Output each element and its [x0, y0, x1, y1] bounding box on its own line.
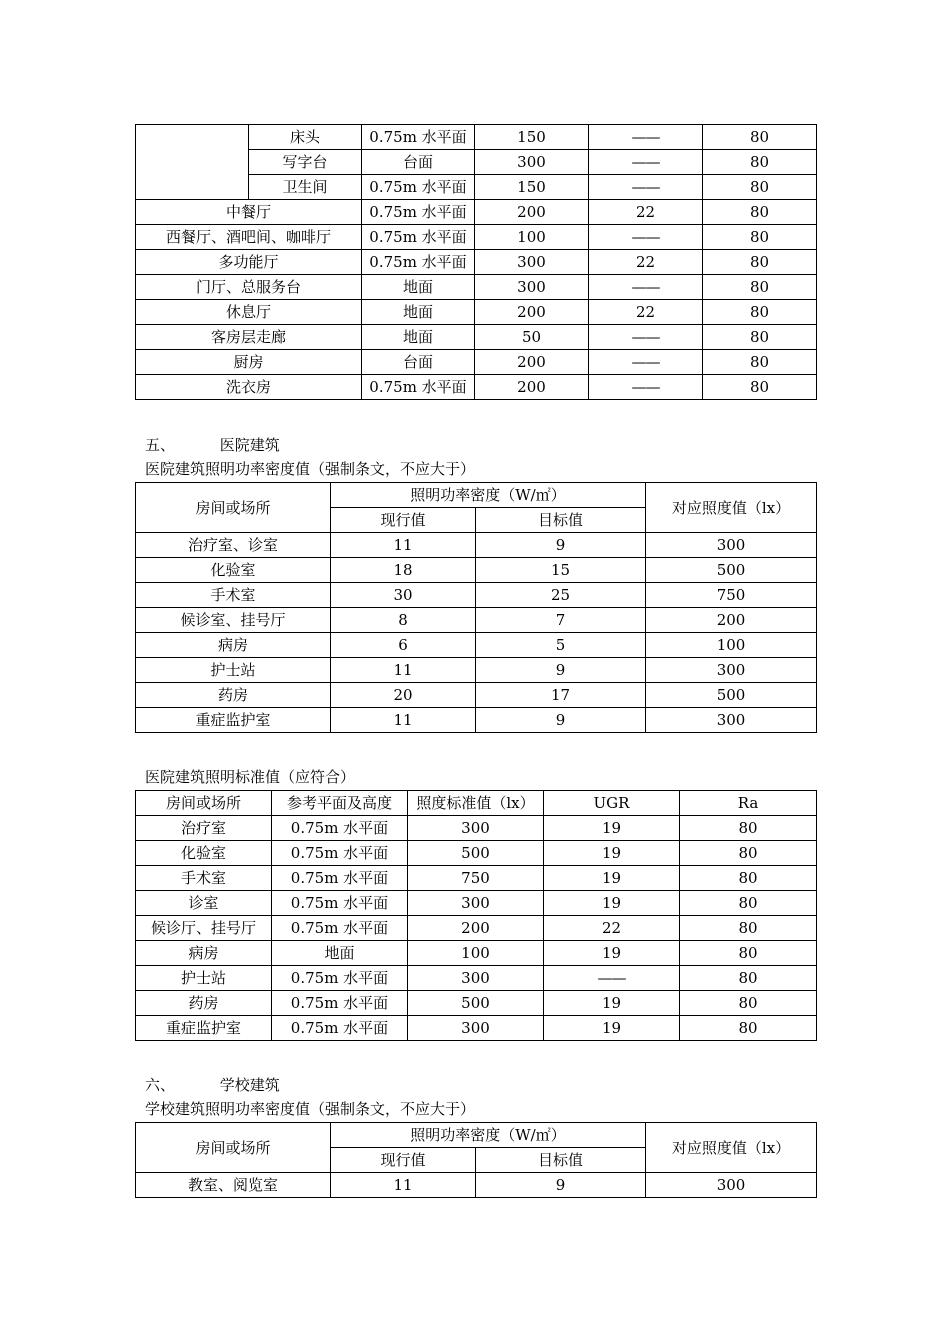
- table-cell: 对应照度值（lx）: [646, 1123, 817, 1173]
- table-row: [136, 350, 817, 375]
- table-cell: 11: [331, 658, 476, 683]
- table-cell: 11: [331, 1173, 476, 1198]
- table-cell: 8: [331, 608, 476, 633]
- table-cell: 22: [589, 200, 703, 225]
- table-row: [136, 991, 817, 1016]
- table-cell: 80: [703, 200, 817, 225]
- table-cell: 80: [680, 991, 817, 1016]
- table-cell: 200: [408, 916, 544, 941]
- table-cell: 照度标准值（lx）: [408, 791, 544, 816]
- table-row: [136, 1016, 817, 1041]
- table-cell: 门厅、总服务台: [136, 275, 362, 300]
- table-cell: 0.75m 水平面: [272, 866, 408, 891]
- table-cell: 休息厅: [136, 300, 362, 325]
- section-heading-school: [145, 1074, 280, 1095]
- table-cell: 0.75m 水平面: [272, 1016, 408, 1041]
- table-row: [136, 325, 817, 350]
- table-row: [136, 583, 817, 608]
- hospital-power-caption: 医院建筑照明功率密度值（强制条文，不应大于）: [145, 460, 476, 478]
- table-row: [136, 300, 817, 325]
- table-cell: 300: [408, 891, 544, 916]
- table-row: [136, 225, 817, 250]
- table-cell: 80: [680, 841, 817, 866]
- table-cell: 0.75m 水平面: [272, 891, 408, 916]
- section-title: 学校建筑: [219, 1076, 280, 1094]
- table-cell: 现行值: [331, 1148, 476, 1173]
- table-cell: 地面: [362, 275, 475, 300]
- table-row: [136, 966, 817, 991]
- table-cell: 19: [544, 991, 680, 1016]
- table-header-row: [136, 791, 817, 816]
- table-row: [136, 633, 817, 658]
- table-cell: 80: [703, 225, 817, 250]
- table-cell: 500: [408, 991, 544, 1016]
- table-cell: 护士站: [136, 966, 272, 991]
- table-cell: 80: [680, 1016, 817, 1041]
- table-cell: 现行值: [331, 508, 476, 533]
- table-cell: 80: [680, 941, 817, 966]
- table-cell: 19: [544, 891, 680, 916]
- table-cell: 80: [703, 175, 817, 200]
- table-cell: ——: [544, 966, 680, 991]
- hospital-power-density-table: [135, 482, 817, 733]
- table-cell: 西餐厅、酒吧间、咖啡厅: [136, 225, 362, 250]
- table-cell: 200: [475, 375, 589, 400]
- table-cell: 19: [544, 941, 680, 966]
- table-cell: 手术室: [136, 583, 331, 608]
- table-cell: 80: [703, 350, 817, 375]
- table-row: [136, 1173, 817, 1198]
- table-cell: 治疗室、诊室: [136, 533, 331, 558]
- table-cell: 150: [475, 125, 589, 150]
- table-cell: ——: [589, 350, 703, 375]
- table-cell: 100: [646, 633, 817, 658]
- table-cell: 100: [408, 941, 544, 966]
- table-row: [136, 250, 817, 275]
- table-cell: Ra: [680, 791, 817, 816]
- table-cell: 80: [703, 125, 817, 150]
- table-cell: 客房层走廊: [136, 325, 362, 350]
- table-row: [136, 375, 817, 400]
- table-cell: 80: [680, 916, 817, 941]
- table-cell: 22: [544, 916, 680, 941]
- table-cell: 0.75m 水平面: [362, 250, 475, 275]
- table-cell: UGR: [544, 791, 680, 816]
- table-cell: 80: [703, 250, 817, 275]
- table-cell: 11: [331, 708, 476, 733]
- table-cell: 地面: [272, 941, 408, 966]
- table-cell: ——: [589, 150, 703, 175]
- table-cell: 写字台: [249, 150, 362, 175]
- table-cell: 25: [476, 583, 646, 608]
- table-cell: 18: [331, 558, 476, 583]
- table-cell: 80: [703, 325, 817, 350]
- table-cell: 重症监护室: [136, 1016, 272, 1041]
- table-cell: 300: [646, 708, 817, 733]
- hotel-lighting-table: [135, 124, 817, 400]
- table-cell: 参考平面及高度: [272, 791, 408, 816]
- table-cell: 80: [680, 891, 817, 916]
- table-cell: 多功能厅: [136, 250, 362, 275]
- table-cell: 20: [331, 683, 476, 708]
- table-cell: 教室、阅览室: [136, 1173, 331, 1198]
- table-cell: 重症监护室: [136, 708, 331, 733]
- table-header-row: [136, 483, 817, 508]
- table-cell: 地面: [362, 300, 475, 325]
- table-row: [136, 533, 817, 558]
- table-cell: 500: [646, 558, 817, 583]
- table-cell: 200: [475, 300, 589, 325]
- table-cell: 80: [680, 866, 817, 891]
- table-cell: 病房: [136, 941, 272, 966]
- hospital-standard-caption: 医院建筑照明标准值（应符合）: [145, 768, 356, 786]
- table-cell: 19: [544, 816, 680, 841]
- school-power-density-table: [135, 1122, 817, 1198]
- table-cell: 手术室: [136, 866, 272, 891]
- table-cell: 300: [475, 275, 589, 300]
- table-cell: 50: [475, 325, 589, 350]
- table-cell: 150: [475, 175, 589, 200]
- section-number: 六、: [145, 1076, 176, 1094]
- table-cell: 750: [408, 866, 544, 891]
- table-cell: 5: [476, 633, 646, 658]
- table-cell: 候诊室、挂号厅: [136, 608, 331, 633]
- table-cell: 房间或场所: [136, 483, 331, 533]
- table-cell: 80: [703, 375, 817, 400]
- table-cell: 750: [646, 583, 817, 608]
- table-cell: 11: [331, 533, 476, 558]
- table-cell: 中餐厅: [136, 200, 362, 225]
- table-cell: 300: [646, 1173, 817, 1198]
- table-cell: 300: [408, 1016, 544, 1041]
- table-cell: 护士站: [136, 658, 331, 683]
- table-cell: 300: [408, 966, 544, 991]
- table-cell: 9: [476, 533, 646, 558]
- table-cell: 目标值: [476, 508, 646, 533]
- table-cell: 0.75m 水平面: [272, 916, 408, 941]
- table-cell: 300: [408, 816, 544, 841]
- table-cell: 洗衣房: [136, 375, 362, 400]
- section-heading-hospital: [145, 434, 280, 455]
- table-row: [136, 916, 817, 941]
- merged-empty-cell: [136, 125, 249, 200]
- table-cell: 药房: [136, 683, 331, 708]
- table-row: [136, 608, 817, 633]
- table-cell: 19: [544, 841, 680, 866]
- table-row: [136, 941, 817, 966]
- table-cell: 病房: [136, 633, 331, 658]
- table-cell: 化验室: [136, 558, 331, 583]
- table-cell: 地面: [362, 325, 475, 350]
- table-cell: 19: [544, 1016, 680, 1041]
- table-row: [136, 708, 817, 733]
- table-row: [136, 200, 817, 225]
- table-cell: 0.75m 水平面: [272, 966, 408, 991]
- table-cell: 80: [680, 816, 817, 841]
- table-cell: 0.75m 水平面: [362, 125, 475, 150]
- table-cell: 照明功率密度（W/㎡）: [331, 1123, 646, 1148]
- table-row: [136, 891, 817, 916]
- table-cell: 对应照度值（lx）: [646, 483, 817, 533]
- table-cell: 6: [331, 633, 476, 658]
- table-cell: 台面: [362, 150, 475, 175]
- table-row: [136, 658, 817, 683]
- table-cell: ——: [589, 375, 703, 400]
- table-cell: 0.75m 水平面: [362, 200, 475, 225]
- table-cell: 0.75m 水平面: [362, 225, 475, 250]
- table-cell: 房间或场所: [136, 1123, 331, 1173]
- table-cell: ——: [589, 225, 703, 250]
- table-header-row: [136, 1123, 817, 1148]
- table-cell: 15: [476, 558, 646, 583]
- table-cell: 候诊厅、挂号厅: [136, 916, 272, 941]
- table-cell: 房间或场所: [136, 791, 272, 816]
- table-cell: 22: [589, 300, 703, 325]
- table-cell: ——: [589, 325, 703, 350]
- table-cell: 卫生间: [249, 175, 362, 200]
- school-power-caption: 学校建筑照明功率密度值（强制条文，不应大于）: [145, 1100, 476, 1118]
- table-cell: 200: [475, 200, 589, 225]
- table-row: [136, 866, 817, 891]
- table-row: [136, 275, 817, 300]
- table-cell: 厨房: [136, 350, 362, 375]
- table-cell: 19: [544, 866, 680, 891]
- table-cell: 17: [476, 683, 646, 708]
- table-cell: ——: [589, 175, 703, 200]
- table-cell: 治疗室: [136, 816, 272, 841]
- table-cell: 9: [476, 1173, 646, 1198]
- table-row: [136, 125, 817, 150]
- table-cell: 0.75m 水平面: [272, 841, 408, 866]
- table-row: [136, 816, 817, 841]
- table-cell: ——: [589, 125, 703, 150]
- table-cell: 0.75m 水平面: [272, 816, 408, 841]
- table-cell: 照明功率密度（W/㎡）: [331, 483, 646, 508]
- table-cell: 诊室: [136, 891, 272, 916]
- table-cell: 80: [703, 300, 817, 325]
- table-cell: 80: [680, 966, 817, 991]
- table-row: [136, 683, 817, 708]
- table-cell: 500: [408, 841, 544, 866]
- table-cell: 目标值: [476, 1148, 646, 1173]
- table-cell: 200: [475, 350, 589, 375]
- table-cell: 100: [475, 225, 589, 250]
- table-cell: 药房: [136, 991, 272, 1016]
- table-cell: 300: [646, 533, 817, 558]
- table-row: [136, 841, 817, 866]
- table-cell: 30: [331, 583, 476, 608]
- hospital-standard-table: [135, 790, 817, 1041]
- table-cell: 200: [646, 608, 817, 633]
- table-cell: 80: [703, 275, 817, 300]
- table-cell: 500: [646, 683, 817, 708]
- table-cell: 300: [646, 658, 817, 683]
- table-cell: 0.75m 水平面: [272, 991, 408, 1016]
- table-cell: 0.75m 水平面: [362, 175, 475, 200]
- table-cell: ——: [589, 275, 703, 300]
- table-cell: 300: [475, 150, 589, 175]
- table-cell: 22: [589, 250, 703, 275]
- table-cell: 9: [476, 708, 646, 733]
- section-number: 五、: [145, 436, 176, 454]
- table-cell: 80: [703, 150, 817, 175]
- table-cell: 7: [476, 608, 646, 633]
- table-cell: 台面: [362, 350, 475, 375]
- table-cell: 9: [476, 658, 646, 683]
- table-row: [136, 558, 817, 583]
- section-title: 医院建筑: [219, 436, 280, 454]
- table-cell: 床头: [249, 125, 362, 150]
- table-cell: 化验室: [136, 841, 272, 866]
- table-cell: 300: [475, 250, 589, 275]
- table-cell: 0.75m 水平面: [362, 375, 475, 400]
